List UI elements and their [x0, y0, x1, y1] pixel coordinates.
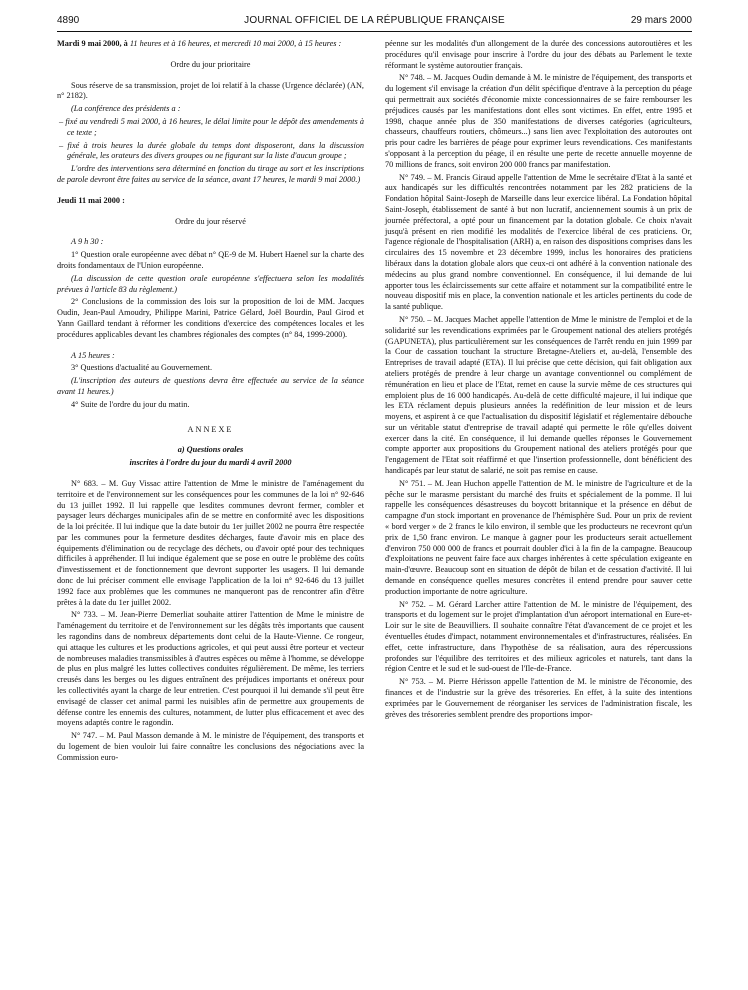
- question-752: N° 752. – M. Gérard Larcher attire l'attention de M. le ministre de l'équipement, des transports et du logement sur le projet d'implantation d'un aéroport international en Eure-et-Loir sur le site de Beauvilliers. Il souhaite connaître l'état d'avancement de ce projet et les éventuelles études d'impact, notamment environnementales et d'infrastructures, réalisées. En effet, cette infrastructure, dans l'hypothèse de sa réalisation, aura des répercussions profondes sur l'équilibre des territoires et des milieux agricoles et naturels, tant dans la région Centre et le sud et le sud-ouest de l'Ile-de-France.: [385, 599, 692, 674]
- paragraph: (La discussion de cette question orale européenne s'effectuera selon les modalités prévues à l'article 83 du règlement.): [57, 273, 364, 294]
- page-number: 4890: [57, 15, 80, 26]
- paragraph: (La conférence des présidents a :: [71, 104, 181, 114]
- question-753: N° 753. – M. Pierre Hérisson appelle l'attention de M. le ministre de l'économie, des finances et de l'industrie sur la grève des trésoreries. En effet, à la suite des intentions exprimées par le Gouvernement de réorganiser les services de l'administration fiscale, les grèves des trésoreries semblent prendre des proportions impor-: [385, 677, 692, 719]
- paragraph: – fixé au vendredi 5 mai 2000, à 16 heures, le délai limite pour le dépôt des amendements à ce texte ;: [59, 116, 364, 137]
- intro-rest: 11 heures et à 16 heures, et mercredi 10 mai 2000, à 15 heures :: [129, 39, 342, 48]
- ordre-reserve-heading: Ordre du jour réservé: [175, 216, 246, 226]
- journal-title: JOURNAL OFFICIEL DE LA RÉPUBLIQUE FRANÇAISE: [244, 15, 505, 26]
- question-748: N° 748. – M. Jacques Oudin demande à M. le ministre de l'équipement, des transports et du logement s'il envisage la création d'un délit spécifique d'entrave à la perception du péage qui permettrait aux sociétés d'économie mixte concessionnaires de se faire rembourser les préjudices causés par les manifestations dont elles sont victimes. En effet, entre 1995 et 1998, chaque année plus de 350 manifestations de diverses catégories (agriculteurs, chasseurs, chauffeurs routiers, chômeurs...) sans lien avec l'exploitation des autoroutes ont pris pour cadre les barrières de péage pour exprimer leurs revendications. Ces manifestants s'opposant à la perception du péage, il en résulte une perte de recette annuelle moyenne de 70 millions de francs, soit environ 200 000 francs par manifestation.: [385, 73, 692, 169]
- ordre-prioritaire-heading: Ordre du jour prioritaire: [170, 59, 251, 69]
- issue-date: 29 mars 2000: [630, 15, 692, 26]
- annexe-heading: ANNEXE: [187, 424, 234, 434]
- question-733: N° 733. – M. Jean-Pierre Demerliat souhaite attirer l'attention de Mme le ministre de l'aménagement du territoire et de l'environnement sur les dégâts très importants que causent les ragondins dans de nombreux départements dont celui de la Haute-Vienne. Ce rongeur, qui attaque les cultures et les productions agricoles, et qui peut aussi être porteur et vecteur de nombreuses maladies transmissibles à d'autres espèces ou même à l'homme, se développe de plus en plus malgré les luttes collectives conduites régulièrement. De même, les terriers creusés dans les berges ou les digues entraînent des préjudices importants et onéreux pour les collectivités ayant la charge de leur entretien. C'est pourquoi il lui demande s'il peut être envisagé de classer cet animal parmi les nuisibles afin de permettre aux groupements de défense contre les ennemis des cultures, notamment, de lutter plus efficacement et avec des moyens adaptés contre le ragondin.: [57, 610, 364, 728]
- paragraph: 1° Question orale européenne avec débat n° QE-9 de M. Hubert Haenel sur la charte des droits fondamentaux de l'Union européenne.: [57, 250, 364, 270]
- questions-orales-heading: a) Questions orales: [177, 445, 244, 455]
- intro-paragraph: [57, 39, 364, 50]
- right-column: [385, 39, 692, 722]
- paragraph: Sous réserve de sa transmission, projet de loi relatif à la chasse (Urgence déclarée) (AN, n° 2182).: [57, 80, 364, 101]
- left-column: [57, 39, 364, 766]
- question-751: N° 751. – M. Jean Huchon appelle l'attention de M. le ministre de l'agriculture et de la pêche sur le marasme persistant du marché des fruits et spécialement de la pomme. Il lui rappelle les conséquences désastreuses du boycott britannique et la présence en début de campagne d'un stock important en provenance de l'hémisphère Sud. Pour un prix de revient « bord verger » de 2 francs le kilo environ, il semble que les producteurs ne recevront qu'un prix de 1,50 franc environ. Le manque à gagner pour les producteurs serait actuellement d'environ 750 000 000 de francs et pourrait doubler d'ici à la fin de la campagne. Beaucoup d'exploitations ne peuvent faire face aux charges inhérentes à cette spéculation exigeante en main-d'œuvre. Beaucoup sont en situation de dépôt de bilan et de cessation d'activité. Il lui demande en conséquence quelles mesures concrètes il entend prendre pour sauver cette production importante de notre agriculture.: [385, 478, 692, 596]
- intro-date: Mardi 9 mai 2000, à: [57, 39, 128, 48]
- question-749: N° 749. – M. Francis Giraud appelle l'attention de Mme le secrétaire d'Etat à la santé et aux handicapés sur les difficultés rencontrées notamment par les 282 praticiens de la Fondation hôpital Saint-Joseph de Marseille dans leur exercice libéral. La Fondation hôpital Saint-Joseph, établissement de santé à but non lucratif, anciennement soumis à un prix de journée préfectoral, a opté pour un financement par la dotation globale. Ce choix n'avait jusqu'à présent en rien modifié les modalités de l'exercice libéral de ces praticiens. Or, l'agence régionale de l'hospitalisation (ARH) a, en raison des dispositions comprises dans les circulaires des 15 novembre et 23 décembre 1999, inclus les honoraires des praticiens libéraux dans la dotation globale alors que ceux-ci ont adhéré à la convention nationale des médecins au plus grand nombre conventionnel. En conséquence, il lui demande de lui apporter tous les éclaircissements sur cette affaire et notamment sur la compatibilité entre le nouveau dispositif mis en place, la convention nationale et les articles pertinents du code de la santé publique.: [385, 172, 692, 312]
- question-747-continued: péenne sur les modalités d'un allongement de la durée des concessions autoroutières et les procédures qu'il envisage pour inscrire à l'ordre du jour des débats au Parlement le texte réformant le système autoroutier français.: [385, 39, 692, 70]
- paragraph: 2° Conclusions de la commission des lois sur la proposition de loi de MM. Jacques Oudin, Jean-Paul Amoudry, Philippe Marini, Patrice Gélard, Joël Bourdin, Paul Girod et Yann Gaillard tendant à réformer les conditions d'exercice des compétences locales et les procédures applicables devant les chambres régionales des comptes (n° 84, 1999-2000).: [57, 297, 364, 339]
- questions-orales-subheading: inscrites à l'ordre du jour du mardi 4 avril 2000: [129, 458, 292, 468]
- paragraph: (L'inscription des auteurs de questions devra être effectuée au service de la séance avant 11 heures.): [57, 376, 364, 396]
- paragraph: L'ordre des interventions sera déterminé en fonction du tirage au sort et les inscriptions de parole devront être faites au service de la séance, avant 17 heures, le mardi 9 mai 2000.): [57, 164, 364, 184]
- question-747: N° 747. – M. Paul Masson demande à M. le ministre de l'équipement, des transports et du logement de bien vouloir lui faire connaître les conclusions des négociations avec la Commission euro-: [57, 731, 364, 762]
- paragraph: – fixé à trois heures la durée globale du temps dont disposeront, dans la discussion générale, les orateurs des divers groupes ou ne figurant sur la liste d'aucun groupe ;: [59, 140, 364, 161]
- time-heading: A 15 heures :: [71, 350, 115, 360]
- page-header: [57, 12, 692, 30]
- paragraph: 4° Suite de l'ordre du jour du matin.: [71, 399, 190, 409]
- paragraph: 3° Questions d'actualité au Gouvernement.: [71, 363, 213, 373]
- time-heading: A 9 h 30 :: [71, 237, 104, 247]
- jeudi-heading: Jeudi 11 mai 2000 :: [57, 195, 125, 205]
- header-rule: [57, 31, 692, 32]
- question-750: N° 750. – M. Jacques Machet appelle l'attention de Mme le ministre de l'emploi et de la solidarité sur les revendications exprimées par le Groupement national des ateliers protégés (GAPUNETA), plus particulièrement sur les conséquences de l'arrêt rendu en juin 1999 par la Cour de cassation touchant la structure Bretagne-Ateliers et, au-delà, l'ensemble des Entreprises de travail adapté (ETA). Il lui précise que cette décision, qui fait obligation aux ateliers protégés de prendre à leur charge un avantage conventionnel ou complément de rémunération en lieu et place de l'Etat, remet en cause la survie même de ces structures qui emploient plus de 16 000 handicapés. Au-delà de cette difficulté majeure, il lui indique que les ETA réclament depuis plusieurs années la redéfinition de leur mission et de leurs moyens, et aspirent à ce que l'actualisation du dispositif législatif et réglementaire débouche sur un véritable statut d'entreprise de travail adapté qui permette le rôle qu'elles doivent exercer dans la cité. En conséquence, il lui demande quelles réponses le Gouvernement compte apporter aux propositions du Groupement national des ateliers protégés pour que l'engagement de l'Etat soit réaffirmé et que l'insertion professionnelle, dont bénéficient des handicapés par leur statut de salarié, ne soit pas remise en cause.: [385, 314, 692, 476]
- question-683: N° 683. – M. Guy Vissac attire l'attention de Mme le ministre de l'aménagement du territoire et de l'environnement sur les conséquences pour les communes de la loi n° 92-646 du 13 juillet 1992. Il lui rappelle que lesdites communes devront fermer, combler et paysager leurs décharges municipales afin de se mettre en conformité avec les dispositions de la loi précitée. Il lui indique que la date butoir du 1er juillet 2002 ne pourra être respectée par les communes pour la fermeture desdites décharges, faute d'avoir mis en place des équipements d'élimination ou de recyclage des déchets, ou d'avoir opté pour des techniques difficiles à appréhender. Il lui indique également que se pose en outre le problème des coûts d'investissement et de fonctionnement que devront supporter les usagers. Il lui demande donc de lui préciser comment elle envisage l'application de la loi n° 92-646 du 13 juillet 1992 face aux problèmes que les communes ne manqueront pas de rencontrer afin d'être prêtes à la date du 1er juillet 2002.: [57, 478, 364, 607]
